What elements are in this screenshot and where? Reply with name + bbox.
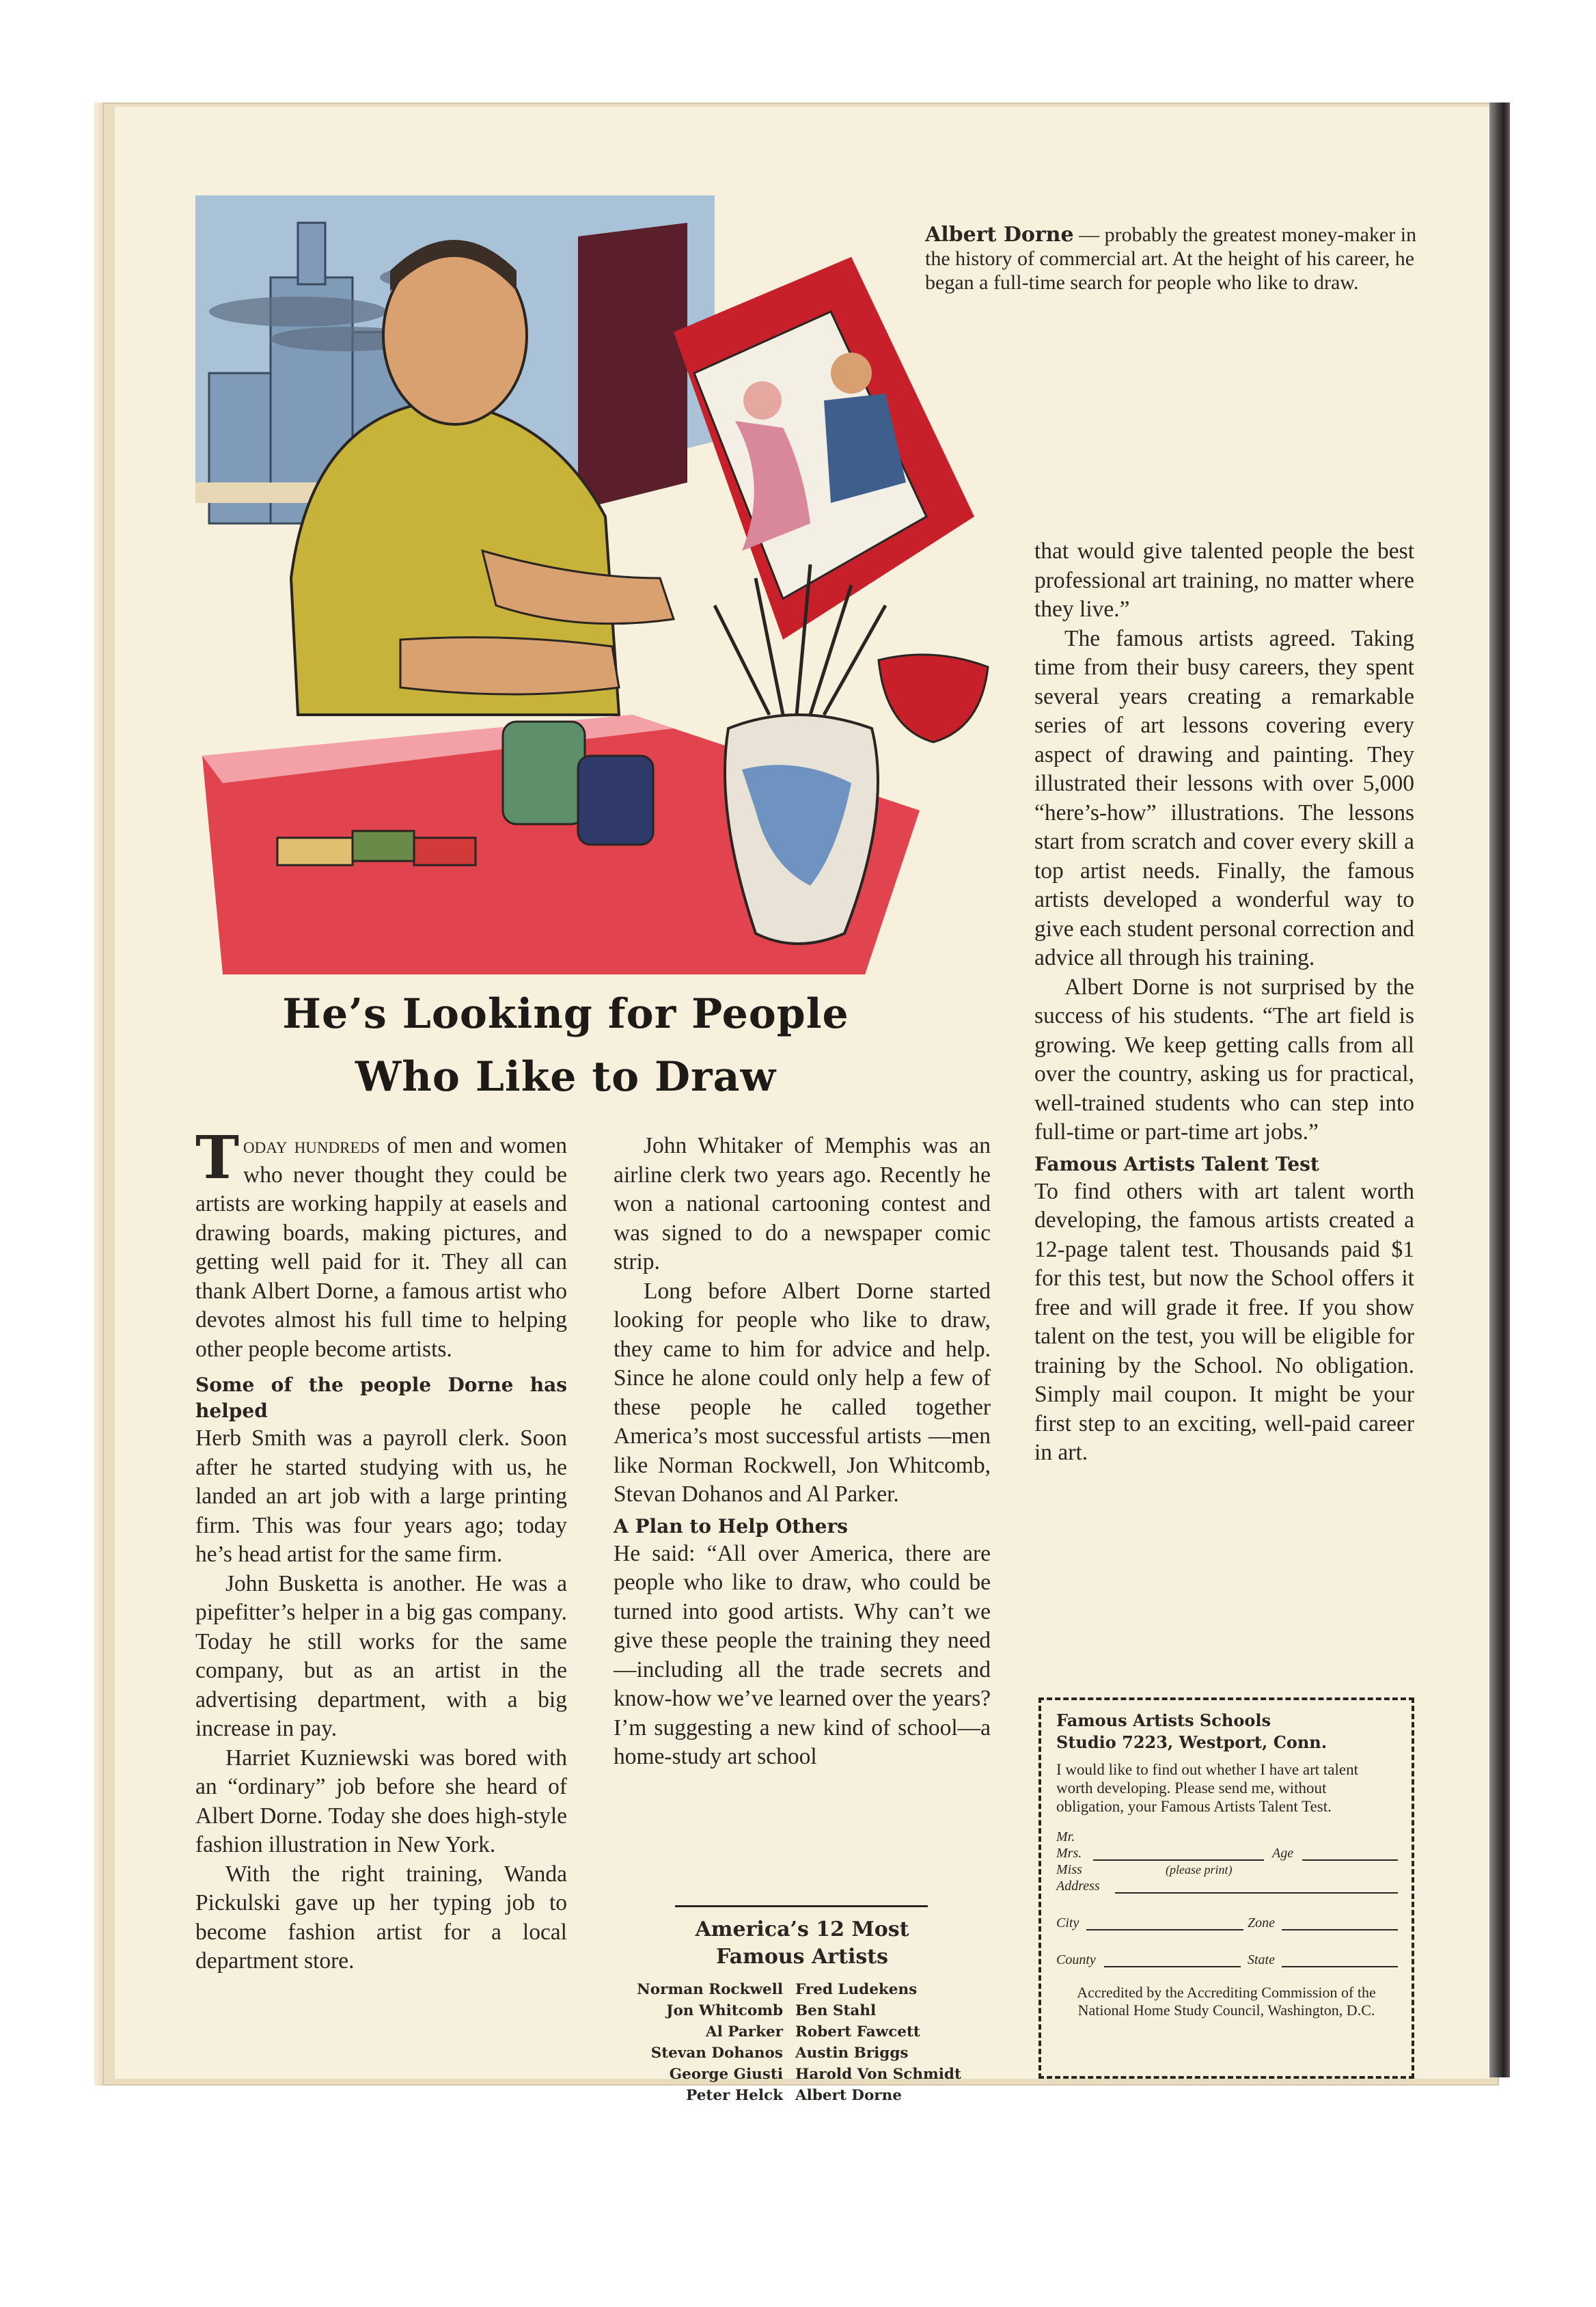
list-divider (675, 1905, 928, 1907)
name-line (1093, 1859, 1264, 1861)
comic-spine-edge (1489, 103, 1510, 2077)
address-line (1115, 1892, 1398, 1894)
city-line (1086, 1929, 1243, 1930)
artists-list (607, 1979, 1003, 2106)
artists-row (607, 2021, 1003, 2043)
coupon-studio-address: Studio 7223, Westport, Conn. (1056, 1732, 1327, 1752)
paragraph-talent-test: To find others with art talent worth developing, the famous artists created a 12-page talent test. Thousands paid $1 for this test, but now the School offers it free and will grade it free. If you show talent on the test, you will be eligible for training by the School. No obligation. Simply mail coupon. It might be your first step to an exciting, well-paid career in art. (1034, 1178, 1414, 1465)
headline-line-1: He’s Looking for People (282, 990, 849, 1038)
body-column-2 (614, 1132, 991, 1772)
artist-name: Albert Dorne (795, 2087, 902, 2104)
subhead-talent-test: Famous Artists Talent Test (1034, 1152, 1319, 1175)
artists-row (607, 1979, 1003, 2000)
caption-text: — probably the greatest money-maker in the history of commercial art. At the height of his career, he began a full-time search for people who like to draw. (925, 223, 1417, 294)
county-line (1104, 1966, 1241, 1967)
field-label-miss: Miss (1056, 1862, 1082, 1877)
artist-name: Austin Briggs (795, 2045, 909, 2062)
field-label-age: Age (1272, 1846, 1294, 1861)
coupon-field-address[interactable] (1056, 1879, 1396, 1895)
mail-coupon[interactable] (1038, 1697, 1414, 2079)
artists-row (607, 2064, 1003, 2085)
intro-paragraph (195, 1123, 567, 1364)
field-label-address: Address (1056, 1879, 1100, 1894)
headline (204, 983, 928, 1108)
field-label-zone: Zone (1248, 1915, 1275, 1930)
artist-name: Jon Whitcomb (666, 2002, 783, 2019)
artist-name: Norman Rockwell (637, 1981, 783, 1998)
paragraph-john-whitaker: John Whitaker of Memphis was an airline clerk two years ago. Recently he won a national cartooning contest and was signed to do a newspaper comic strip. (614, 1133, 991, 1274)
artist-name: Robert Fawcett (795, 2023, 920, 2040)
coupon-school-name: Famous Artists Schools (1056, 1710, 1271, 1730)
artist-name: Fred Ludekens (795, 1981, 918, 1998)
paragraph-not-surprised: Albert Dorne is not surprised by the success of his students. “The art field is growing. We keep getting calls from all over the country, asking us for practical, well-trained students who can step into full-time or part-time art jobs.” (1034, 974, 1414, 1145)
field-label-state: State (1248, 1952, 1275, 1967)
coupon-accreditation: Accredited by the Accrediting Commission of the National Home Study Council, Washington, D.C. (1077, 1984, 1376, 2019)
subhead-people-helped: Some of the people Dorne has helped (195, 1374, 567, 1422)
subhead-plan-to-help: A Plan to Help Others (614, 1514, 849, 1538)
paragraph-john-busketta: John Busketta is another. He was a pipefitter’s helper in a big gas company. Today he still works for the same company, but as an artist in the advertising department, with a big increase in pay. (195, 1570, 567, 1741)
artist-name: Stevan Dohanos (650, 2045, 783, 2062)
field-label-mrs: Mrs. (1056, 1846, 1082, 1861)
body-column-3 (1034, 537, 1414, 1468)
artists-list-title-line-2: Famous Artists (716, 1945, 888, 1969)
age-line (1302, 1859, 1398, 1861)
artists-row (607, 2085, 1003, 2106)
artists-row (607, 2000, 1003, 2021)
coupon-field-miss[interactable] (1056, 1862, 1396, 1879)
artist-name: Peter Helck (686, 2087, 783, 2104)
field-label-city: City (1056, 1915, 1079, 1930)
intro-smallcaps: oday hundreds (243, 1133, 380, 1158)
paragraph-he-said: He said: “All over America, there are people who like to draw, who could be turned into good artists. Why can’t we give these people the training they need—including all the trade secrets and know-how we’ve learned over the years? I’m suggesting a new kind of school—a home-study art school (614, 1540, 991, 1769)
artists-list-title (614, 1916, 991, 1971)
state-line (1282, 1966, 1398, 1967)
coupon-field-city[interactable] (1056, 1915, 1396, 1932)
coupon-form (1056, 1829, 1396, 1969)
artists-list-title-line-1: America’s 12 Most (695, 1917, 909, 1941)
advertisement-page (115, 107, 1489, 2104)
artist-name: Al Parker (705, 2023, 783, 2040)
coupon-field-mrs[interactable] (1056, 1846, 1396, 1862)
coupon-field-mr[interactable] (1056, 1829, 1396, 1846)
field-label-mr: Mr. (1056, 1829, 1075, 1844)
field-label-county: County (1056, 1952, 1096, 1967)
coupon-field-county[interactable] (1056, 1952, 1396, 1969)
headline-line-2: Who Like to Draw (355, 1053, 777, 1101)
field-hint-please-print: (please print) (1166, 1863, 1233, 1876)
artists-row (607, 2043, 1003, 2064)
artist-name: George Giusti (669, 2066, 783, 2083)
illustration-caption (925, 223, 1417, 295)
drop-cap: T (195, 1123, 239, 1192)
zone-line (1282, 1929, 1398, 1930)
caption-name: Albert Dorne (925, 223, 1074, 247)
paragraph-artists-agreed: The famous artists agreed. Taking time from their busy careers, they spent several years creating a remarkable series of art lessons covering every aspect of drawing and painting. They illustrated their lessons with over 5,000 “here’s-how” illustrations. The lessons start from scratch and cover every skill a top artist needs. Finally, the famous artists developed a wonderful way to give each student personal correction and advice all through his training. (1034, 625, 1414, 970)
paragraph-long-before: Long before Albert Dorne started looking for people who like to draw, they came to him for advice and help. Since he alone could only help a few of these people he called together America’s most successful artists —men like Norman Rockwell, Jon Whitcomb, Stevan Dohanos and Al Parker. (614, 1278, 991, 1507)
body-column-1 (195, 1123, 567, 1976)
paragraph-talented-people: that would give talented people the best professional art training, no matter where they live.” (1034, 538, 1414, 622)
paragraph-wanda-pickulski: With the right training, Wanda Pickulski gave up her typing job to become fashion artist for a local department store. (195, 1861, 567, 1974)
artist-name: Ben Stahl (795, 2002, 877, 2019)
artist-name: Harold Von Schmidt (795, 2066, 961, 2083)
paragraph-herb-smith: Herb Smith was a payroll clerk. Soon after he started studying with us, he landed an art job with a large printing firm. This was four years ago; today he’s head artist for the same firm. (195, 1425, 567, 1567)
intro-text: of men and women who never thought they could be artists are working happily at easels and drawing boards, making pictures, and getting well paid for it. They all can thank Albert Dorne, a famous artist who devotes almost his full time to helping other people become artists. (195, 1133, 567, 1362)
paragraph-harriet-kuzniewski: Harriet Kuzniewski was bored with an “ordinary” job before she heard of Albert Dorne. Today she does high-style fashion illustration in New York. (195, 1745, 567, 1857)
albert-dorne-illustration (195, 195, 993, 996)
coupon-request-text: I would like to find out whether I have art talent worth developing. Please send me, without obligation, your Famous Artists Talent Test. (1056, 1761, 1358, 1815)
